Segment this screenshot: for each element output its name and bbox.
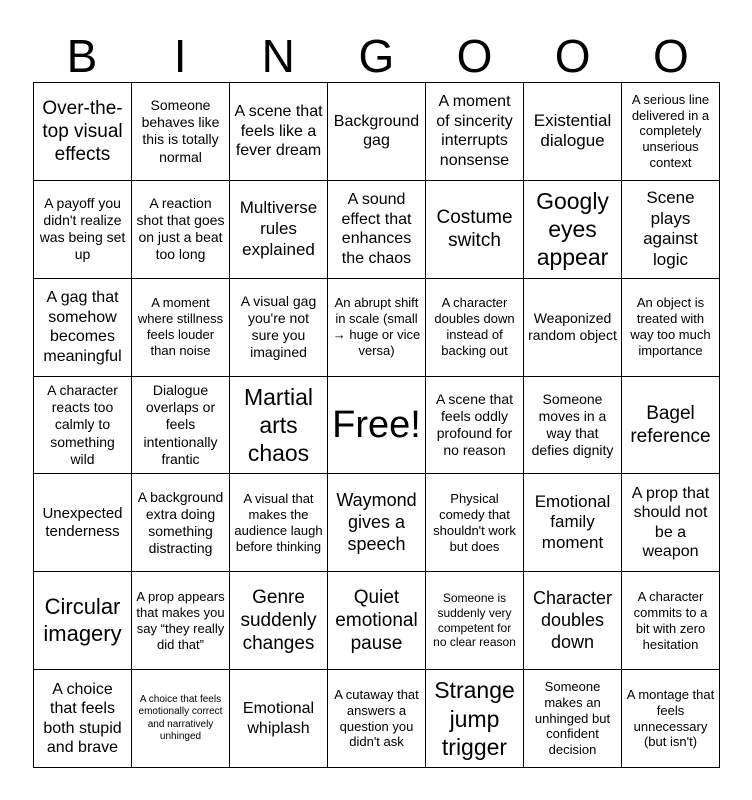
- bingo-cell[interactable]: [34, 377, 132, 475]
- cell-text: Waymond gives a speech: [336, 489, 417, 554]
- header-letter: O: [652, 30, 689, 82]
- cell-text: Emotional whiplash: [242, 700, 315, 737]
- bingo-cell[interactable]: [622, 181, 720, 279]
- cell-text: Over-the-top visual effects: [42, 97, 123, 165]
- cell-text: An abrupt shift in scale (small → huge or vice versa): [332, 295, 421, 358]
- cell-text: A sound effect that enhances the chaos: [341, 191, 412, 267]
- bingo-cell[interactable]: [426, 572, 524, 670]
- bingo-cell[interactable]: [328, 279, 426, 377]
- bingo-cell[interactable]: [622, 377, 720, 475]
- bingo-cell[interactable]: [622, 670, 720, 768]
- cell-text: A moment of sincerity interrupts nonsense: [436, 93, 513, 169]
- cell-text: A character doubles down instead of backing out: [434, 295, 515, 358]
- bingo-cell[interactable]: [426, 83, 524, 181]
- bingo-cell[interactable]: [328, 670, 426, 768]
- bingo-cell[interactable]: [426, 181, 524, 279]
- bingo-cell[interactable]: [524, 83, 622, 181]
- header-letter: B: [66, 30, 98, 82]
- cell-text: A cutaway that answers a question you didn't ask: [334, 686, 419, 750]
- cell-text: Genre suddenly changes: [240, 586, 317, 655]
- cell-text: A moment where stillness feels louder than noise: [137, 295, 224, 358]
- bingo-cell[interactable]: [426, 377, 524, 475]
- bingo-cell[interactable]: [230, 474, 328, 572]
- cell-text: Bagel reference: [630, 402, 711, 447]
- header-letter: I: [173, 30, 187, 82]
- bingo-cell[interactable]: [524, 279, 622, 377]
- cell-text: A character reacts too calmly to something wild: [47, 382, 118, 467]
- cell-text: Character doubles down: [532, 587, 613, 652]
- cell-text: Costume switch: [436, 207, 513, 252]
- bingo-cell[interactable]: [230, 670, 328, 768]
- cell-text: Emotional family moment: [534, 491, 611, 553]
- bingo-cell[interactable]: [622, 474, 720, 572]
- bingo-cell[interactable]: [34, 181, 132, 279]
- cell-text: A prop appears that makes you say “they really did that”: [136, 588, 225, 652]
- cell-text: A montage that feels unnecessary (but isn't): [626, 686, 715, 750]
- bingo-cell[interactable]: [328, 474, 426, 572]
- free-space-cell[interactable]: [328, 377, 426, 475]
- bingo-cell[interactable]: [524, 181, 622, 279]
- cell-text: Physical comedy that shouldn't work but does: [433, 491, 516, 554]
- cell-text: A prop that should not be a weapon: [631, 484, 710, 561]
- bingo-cell[interactable]: [230, 83, 328, 181]
- cell-text: Someone is suddenly very competent for no clear reason: [433, 591, 516, 650]
- bingo-cell[interactable]: [132, 377, 230, 475]
- cell-text: A choice that feels both stupid and brave: [43, 680, 122, 757]
- cell-text: Strange jump trigger: [434, 677, 515, 760]
- header-letter: G: [358, 30, 395, 82]
- bingo-cell[interactable]: [524, 474, 622, 572]
- cell-text: A choice that feels emotionally correct and narratively unhinged: [138, 694, 223, 742]
- cell-text: Scene plays against logic: [643, 187, 698, 269]
- bingo-cell[interactable]: [230, 279, 328, 377]
- bingo-cell[interactable]: [622, 279, 720, 377]
- bingo-cell[interactable]: [132, 83, 230, 181]
- bingo-cell[interactable]: [132, 279, 230, 377]
- cell-text: Someone makes an unhinged but confident decision: [534, 678, 611, 758]
- header-letter: O: [456, 30, 493, 82]
- bingo-cell[interactable]: [230, 377, 328, 475]
- bingo-cell[interactable]: [132, 181, 230, 279]
- bingo-cell[interactable]: [328, 572, 426, 670]
- cell-text: A reaction shot that goes on just a beat too long: [136, 195, 225, 263]
- bingo-cell[interactable]: [524, 670, 622, 768]
- bingo-header: [33, 30, 720, 82]
- bingo-cell[interactable]: [328, 83, 426, 181]
- header-letter: N: [261, 30, 295, 82]
- cell-text: Unexpected tenderness: [42, 504, 123, 540]
- bingo-cell[interactable]: [132, 670, 230, 768]
- bingo-cell[interactable]: [34, 474, 132, 572]
- bingo-cell[interactable]: [622, 572, 720, 670]
- cell-text: A visual gag you're not sure you imagined: [240, 292, 317, 361]
- bingo-cell[interactable]: [34, 83, 132, 181]
- cell-text: Free!: [332, 403, 421, 446]
- cell-text: A payoff you didn't realize was being set up: [39, 195, 126, 263]
- bingo-cell[interactable]: [132, 474, 230, 572]
- bingo-cell[interactable]: [622, 83, 720, 181]
- cell-text: A scene that feels oddly profound for no reason: [435, 390, 514, 459]
- cell-text: Googly eyes appear: [536, 188, 609, 271]
- cell-text: A serious line delivered in a completely unserious context: [631, 91, 710, 171]
- bingo-cell[interactable]: [230, 572, 328, 670]
- header-letter: O: [554, 30, 591, 82]
- bingo-cell[interactable]: [34, 279, 132, 377]
- bingo-grid: [33, 82, 720, 768]
- cell-text: Quiet emotional pause: [335, 586, 418, 655]
- cell-text: Dialogue overlaps or feels intentionally frantic: [143, 382, 218, 467]
- cell-text: Existential dialogue: [533, 110, 612, 151]
- bingo-cell[interactable]: [34, 670, 132, 768]
- bingo-cell[interactable]: [132, 572, 230, 670]
- cell-text: Someone moves in a way that defies dignity: [531, 390, 614, 459]
- cell-text: Background gag: [333, 112, 420, 150]
- bingo-cell[interactable]: [426, 279, 524, 377]
- bingo-cell[interactable]: [328, 181, 426, 279]
- cell-text: A background extra doing something distracting: [137, 488, 224, 556]
- bingo-cell[interactable]: [230, 181, 328, 279]
- cell-text: A gag that somehow becomes meaningful: [43, 289, 122, 365]
- cell-text: Circular imagery: [43, 593, 122, 646]
- cell-text: An object is treated with way too much importance: [630, 295, 711, 358]
- bingo-cell[interactable]: [524, 377, 622, 475]
- cell-text: Multiverse rules explained: [239, 198, 318, 259]
- cell-text: Someone behaves like this is totally normal: [141, 97, 220, 165]
- cell-text: A scene that feels like a fever dream: [234, 103, 323, 160]
- cell-text: A character commits to a bit with zero hesitation: [633, 588, 708, 652]
- bingo-cell[interactable]: [524, 572, 622, 670]
- cell-text: A visual that makes the audience laugh before thinking: [234, 491, 323, 554]
- cell-text: Weaponized random object: [528, 310, 617, 344]
- bingo-cell[interactable]: [426, 474, 524, 572]
- bingo-cell[interactable]: [34, 572, 132, 670]
- cell-text: Martial arts chaos: [243, 383, 313, 466]
- bingo-cell[interactable]: [426, 670, 524, 768]
